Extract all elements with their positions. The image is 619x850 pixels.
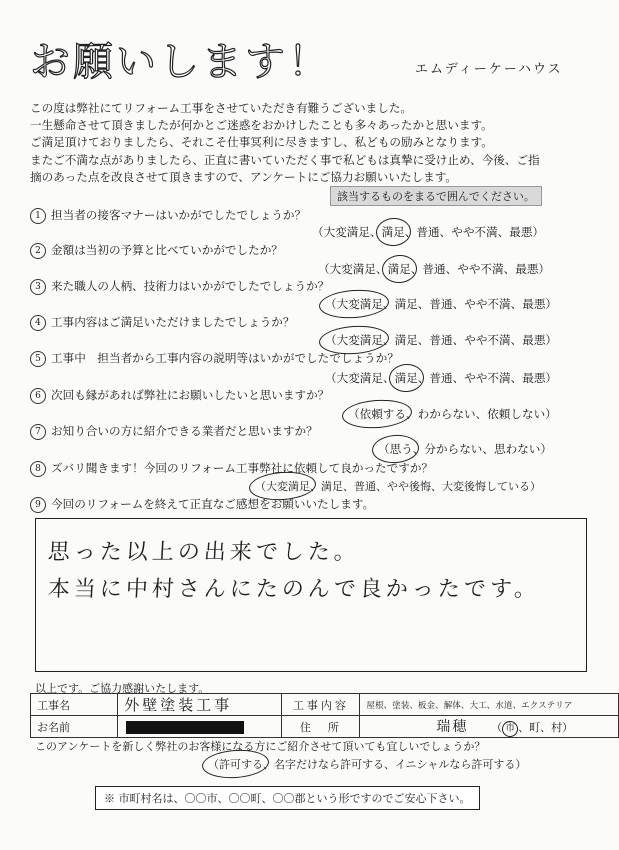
question-7: [30, 423, 318, 440]
question-text: 金額は当初の予算と比べていかがでしたか？: [51, 243, 283, 257]
question-text: 来た職人の人柄、技術力はいかがでしたでしょうか？: [51, 279, 330, 293]
question-number: 2: [30, 243, 46, 259]
instruction-banner: 該当するものをまるで囲んでください。: [330, 186, 542, 206]
option-selected[interactable]: 満足: [381, 225, 405, 239]
option[interactable]: 満足: [321, 480, 343, 493]
question-text: ズバリ聞きます！今回のリフォーム工事弊社に依頼して良かったですか？: [51, 461, 434, 475]
permission-question: このアンケートを新しく弊社のお客様になる方にご紹介させて頂いても宜しいでしょうか？: [35, 740, 486, 753]
question-text: 担当者の接客マナーはいかがでしたでしょうか？: [51, 208, 307, 222]
name-value[interactable]: [118, 716, 282, 738]
option[interactable]: やや不満: [451, 225, 498, 239]
question-text: 今回のリフォームを終えて正直なご感想をお願いいたします。: [51, 497, 375, 511]
question-number: 3: [30, 279, 46, 295]
option[interactable]: 普通: [354, 480, 376, 493]
option-selected[interactable]: 満足: [387, 262, 411, 276]
intro-line: ご満足頂けておりましたら、それこそ仕事冥利に尽きますし、私どもの励みとなります。: [30, 135, 493, 150]
page-title: お願いします！: [30, 39, 331, 85]
intro-line: 一生懸命させて頂きましたが何かとご迷惑をおかけしたことも多々あったかと思います。: [30, 118, 493, 133]
option[interactable]: （大変満足: [318, 262, 376, 276]
options-1: （大変満足、満足、普通、やや不満、最悪）: [312, 225, 545, 239]
options-2: （大変満足、満足、普通、やや不満、最悪）: [318, 262, 551, 276]
intro-line: またご不満な点がありましたら、正直に書いていただく事で私どもは真摯に受け止め、今後、ご指: [30, 152, 540, 167]
option[interactable]: 普通: [429, 371, 453, 385]
option[interactable]: やや不満: [464, 371, 511, 385]
question-1: [30, 207, 306, 224]
naiyou-options[interactable]: 屋根、塗装、板金、解体、大工、水道、エクステリア: [360, 694, 619, 716]
option-selected[interactable]: （大変満足: [255, 480, 310, 493]
option[interactable]: やや不満: [464, 333, 511, 347]
options-3: （大変満足、満足、普通、やや不満、最悪）: [325, 297, 558, 311]
question-number: 1: [30, 208, 46, 224]
option[interactable]: イニシャルなら許可する）: [395, 758, 527, 771]
option[interactable]: やや不満: [457, 262, 504, 276]
option[interactable]: 最悪）: [522, 297, 558, 311]
option[interactable]: 普通: [429, 297, 453, 311]
options-7: （思う、分からない、思わない）: [378, 442, 552, 456]
question-3: [30, 278, 329, 295]
question-6: [30, 387, 329, 404]
options-5: （大変満足、満足、普通、やや不満、最悪）: [325, 371, 558, 385]
option[interactable]: 普通: [422, 262, 446, 276]
option[interactable]: 最悪）: [522, 333, 558, 347]
option[interactable]: 思わない）: [494, 442, 552, 456]
option[interactable]: （大変満足: [312, 225, 370, 239]
question-8: [30, 460, 433, 477]
option[interactable]: 分からない: [424, 442, 483, 456]
question-5: [30, 350, 399, 367]
option[interactable]: 依頼しない）: [487, 407, 557, 421]
option[interactable]: 満足: [394, 333, 418, 347]
option[interactable]: （大変満足: [325, 371, 383, 385]
option[interactable]: 最悪）: [509, 225, 545, 239]
redaction-bar: [126, 721, 244, 734]
comment-box[interactable]: [35, 518, 587, 672]
comment-line: 思った以上の出来でした。: [47, 540, 361, 565]
info-table: [30, 693, 619, 738]
jusho-value: 瑞穂: [436, 719, 469, 735]
question-9: [30, 496, 374, 513]
intro-text: [30, 100, 605, 186]
option[interactable]: やや不満: [464, 297, 511, 311]
permission-options: （許可する、名字だけなら許可する、イニシャルなら許可する）: [208, 758, 527, 771]
option-selected[interactable]: （思う: [378, 442, 413, 456]
jusho-cell[interactable]: 瑞穂 （ 市 、町、村）: [360, 716, 619, 738]
options-8: （大変満足、満足、普通、やや後悔、大変後悔している）: [255, 480, 541, 493]
question-number: 9: [30, 497, 46, 513]
comment-line: 本当に中村さんにたのんで良かったです。: [47, 577, 541, 602]
privacy-note: ※ 市町村名は、〇〇市、〇〇町、〇〇郡という形ですのでご安心下さい。: [95, 786, 480, 810]
option[interactable]: 満足: [394, 297, 418, 311]
question-text: 次回も縁があれば弊社にお願いしたいと思いますか？: [51, 388, 330, 402]
option[interactable]: わからない: [417, 407, 476, 421]
question-number: 7: [30, 424, 46, 440]
jusho-label: 住 所: [282, 716, 360, 738]
question-2: [30, 242, 283, 259]
option[interactable]: 大変後悔している）: [442, 480, 541, 493]
intro-line: この度は弊社にてリフォーム工事をさせていただき有難うございました。: [30, 101, 413, 115]
name-label: お名前: [31, 716, 118, 738]
option[interactable]: 最悪）: [515, 262, 551, 276]
option-selected[interactable]: （許可する: [208, 758, 263, 771]
question-text: 工事中 担当者から工事内容の説明等はいかがでしたでしょうか？: [51, 351, 399, 365]
naiyou-label: 工事内容: [282, 694, 360, 716]
options-4: （大変満足、満足、普通、やや不満、最悪）: [325, 333, 558, 347]
koji-value[interactable]: 外壁塗装工事: [118, 694, 282, 716]
option[interactable]: 普通: [416, 225, 440, 239]
jusho-suffix: 、町、村）: [518, 721, 574, 734]
question-text: お知り合いの方に紹介できる業者だと思いますか？: [51, 424, 318, 438]
question-number: 4: [30, 315, 46, 331]
option-selected[interactable]: （大変満足: [325, 333, 383, 347]
question-number: 6: [30, 388, 46, 404]
option-selected[interactable]: （依頼する: [348, 407, 406, 421]
question-number: 8: [30, 461, 46, 477]
options-6: （依頼する、わからない、依頼しない）: [348, 407, 557, 421]
question-text: 工事内容はご満足いただけましたでしょうか？: [51, 315, 295, 329]
thanks-text: 以上です。ご協力感謝いたします。: [35, 682, 210, 695]
option[interactable]: やや後悔: [387, 480, 431, 493]
option-selected[interactable]: 満足: [394, 371, 418, 385]
option[interactable]: 名字だけなら許可する: [274, 758, 384, 771]
question-number: 5: [30, 351, 46, 367]
intro-line: 摘のあった点を改良させて頂きますので、アンケートにご協力お願いいたします。: [30, 169, 457, 184]
question-4: [30, 314, 294, 331]
koji-label: 工事名: [31, 694, 118, 716]
city-circle: 市: [502, 721, 518, 737]
option-selected[interactable]: （大変満足: [325, 297, 383, 311]
option[interactable]: 最悪）: [522, 371, 558, 385]
company-name: エムディーケーハウス: [415, 62, 563, 77]
option[interactable]: 普通: [429, 333, 453, 347]
